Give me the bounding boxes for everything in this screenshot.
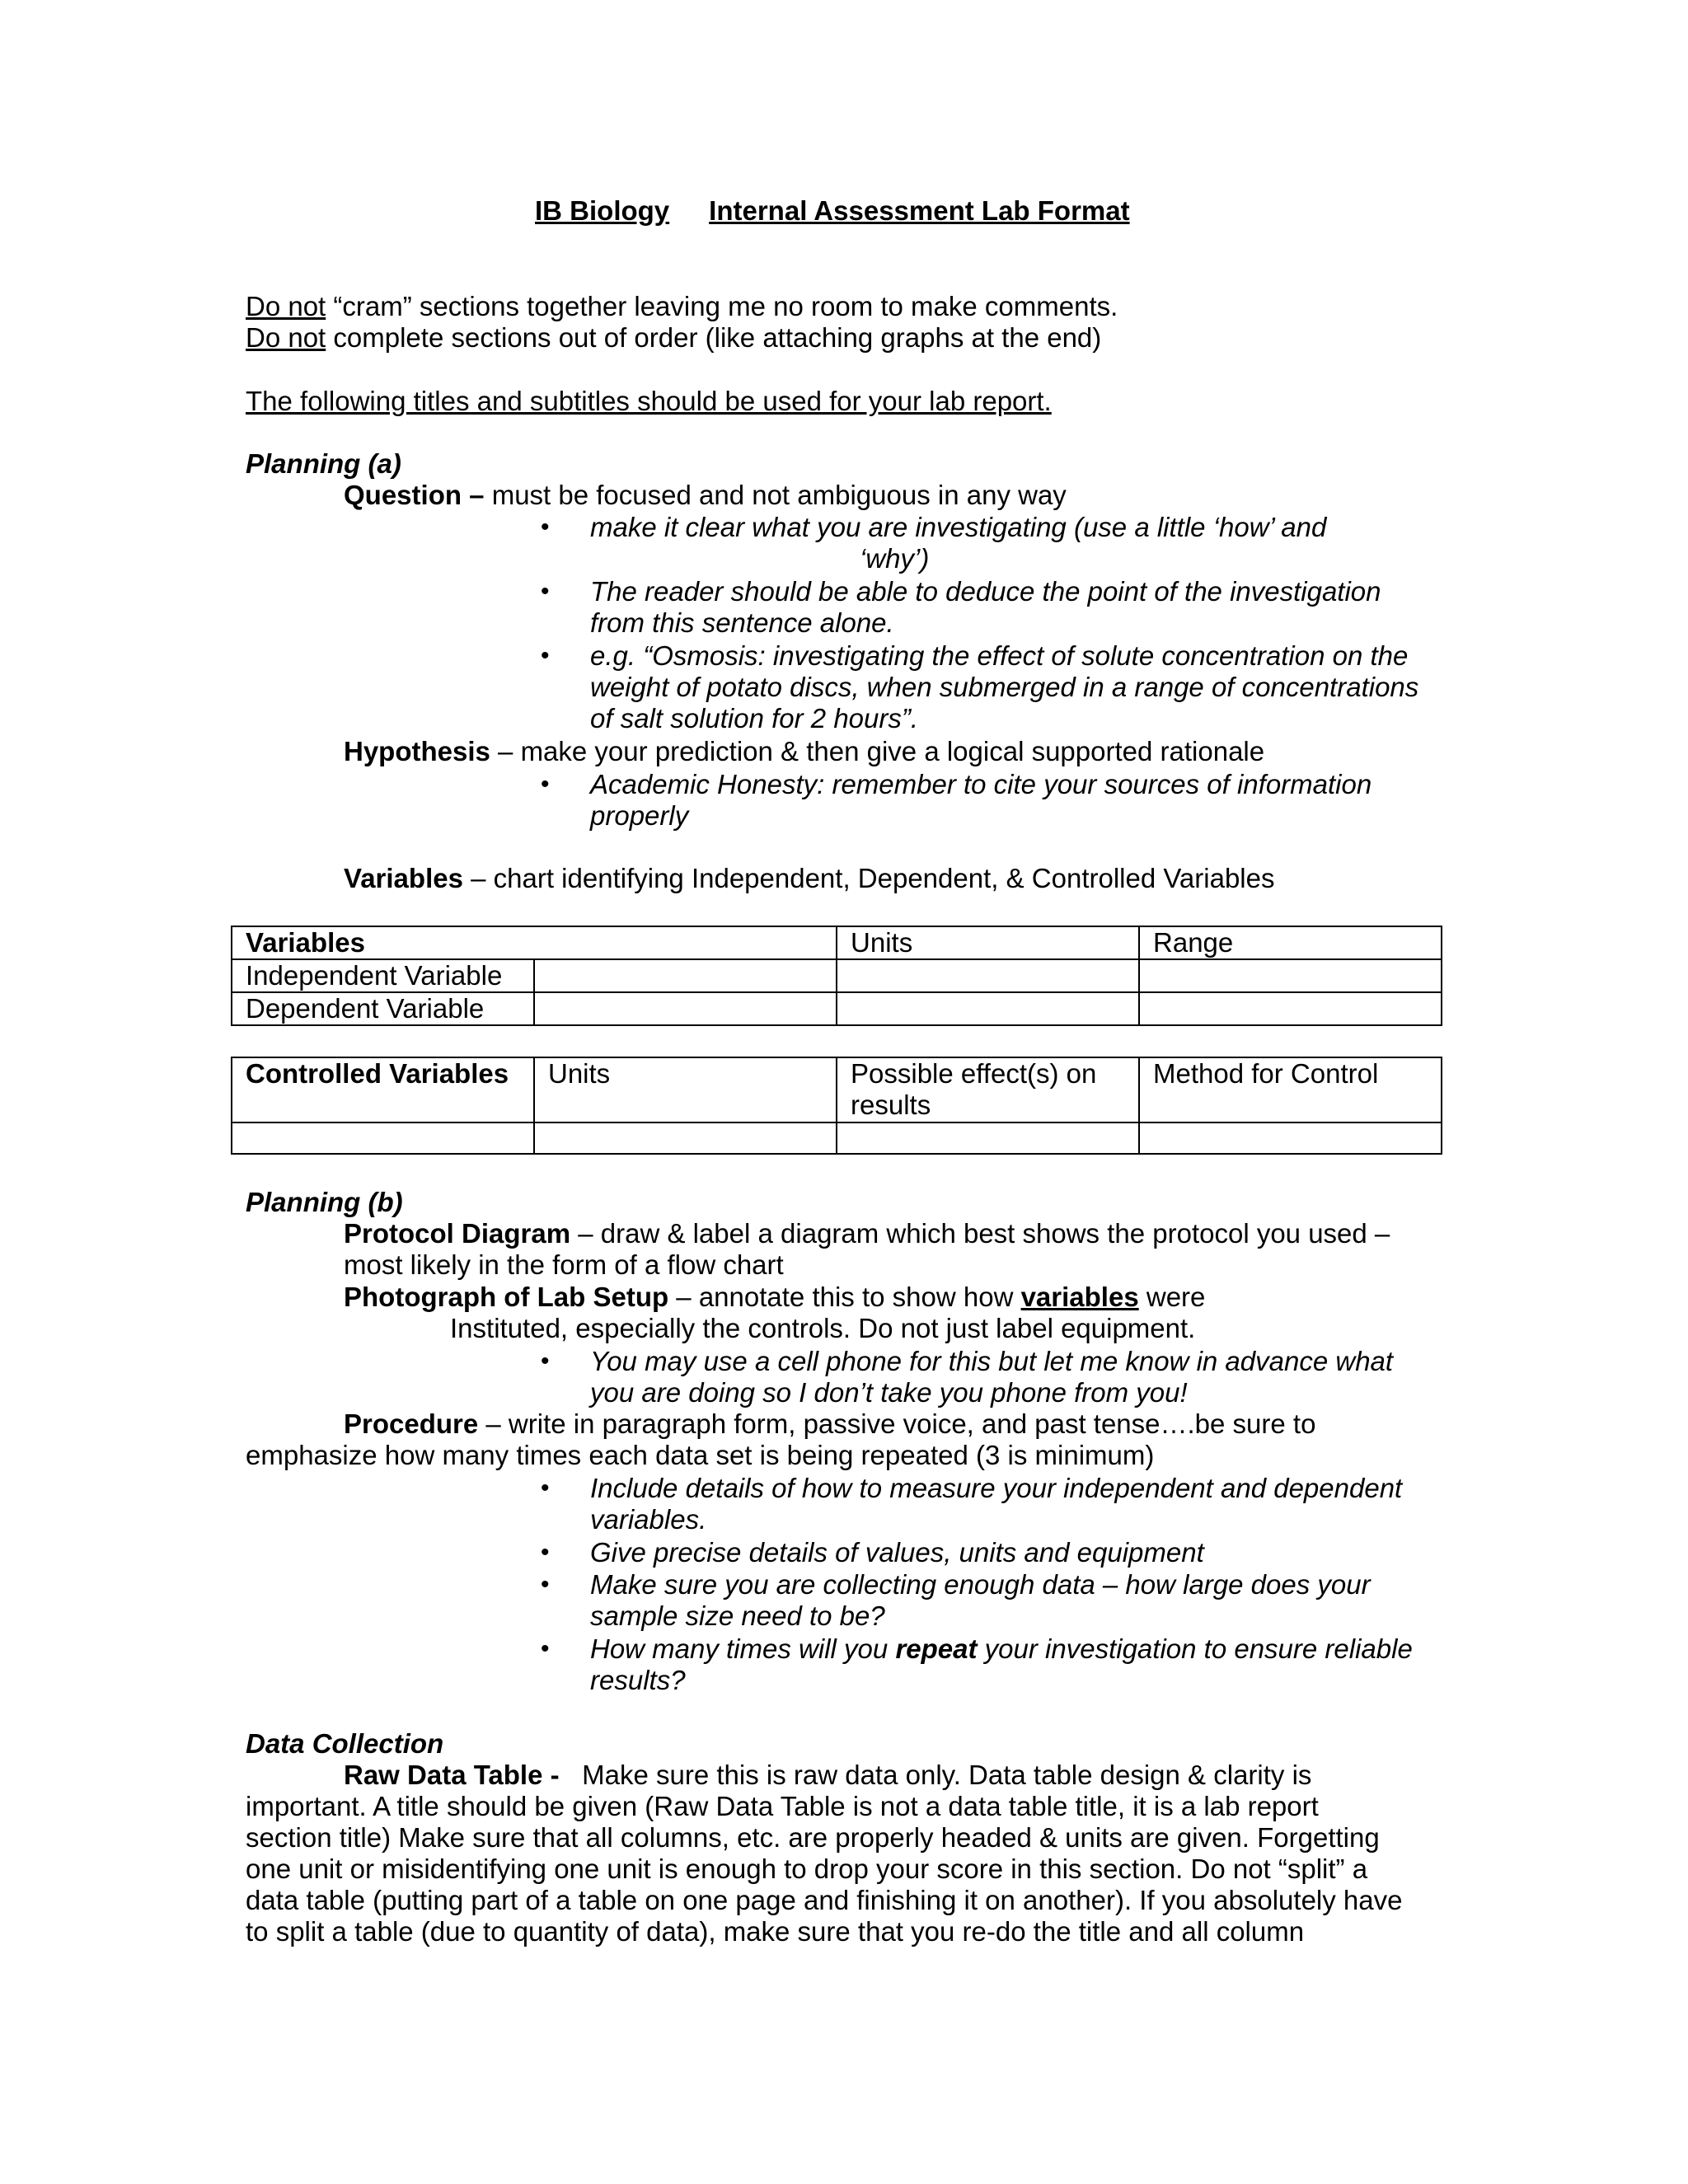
table-cell[interactable] xyxy=(534,959,837,992)
planning-a-heading: Planning (a) xyxy=(246,448,401,479)
bullet-icon: • xyxy=(541,1474,550,1502)
units-header-cell: Units xyxy=(534,1057,837,1122)
table-cell[interactable] xyxy=(232,1122,534,1154)
units-header-cell: Units xyxy=(837,926,1139,959)
table-cell[interactable] xyxy=(837,992,1139,1025)
title-part-2: Internal Assessment Lab Format xyxy=(709,195,1130,226)
procedure-bullet-3-line-2: sample size need to be? xyxy=(590,1601,885,1631)
procedure-line-1: Procedure – write in paragraph form, passive voice, and past tense….be sure to xyxy=(344,1408,1316,1439)
intro-line-2: Do not complete sections out of order (like attaching graphs at the end) xyxy=(246,322,1102,353)
bullet-icon: • xyxy=(541,1635,550,1662)
table-cell[interactable] xyxy=(534,992,837,1025)
question-bullet-2-line-2: from this sentence alone. xyxy=(590,607,894,638)
table-row xyxy=(232,1057,1442,1122)
page-title xyxy=(535,195,1130,227)
table-cell[interactable] xyxy=(837,1122,1139,1154)
title-part-1: IB Biology xyxy=(535,195,670,226)
bullet-icon: • xyxy=(541,513,550,541)
question-bullet-1-line-2: ‘why’) xyxy=(860,543,930,574)
procedure-bullet-1-line-1: Include details of how to measure your independent and dependent xyxy=(590,1473,1403,1503)
procedure-bullet-4-line-2: results? xyxy=(590,1665,686,1695)
photo-bullet-line-2: you are doing so I don’t take you phone from you! xyxy=(590,1377,1188,1408)
bullet-icon: • xyxy=(541,578,550,605)
table-cell[interactable] xyxy=(837,959,1139,992)
independent-variable-cell: Independent Variable xyxy=(232,959,534,992)
bullet-icon: • xyxy=(541,1539,550,1566)
procedure-bullet-1-line-2: variables. xyxy=(590,1504,707,1535)
raw-data-line-5: data table (putting part of a table on one page and finishing it on another). If you absolutely have xyxy=(246,1885,1403,1915)
hypothesis-bullet-line-1: Academic Honesty: remember to cite your sources of information xyxy=(590,769,1372,799)
bullet-icon: • xyxy=(541,771,550,798)
bullet-icon: • xyxy=(541,642,550,669)
table-cell[interactable] xyxy=(1139,992,1442,1025)
question-bullet-2-line-1: The reader should be able to deduce the point of the investigation xyxy=(590,576,1381,607)
table-cell[interactable] xyxy=(1139,1122,1442,1154)
bullet-icon: • xyxy=(541,1571,550,1598)
hypothesis-line: Hypothesis – make your prediction & then give a logical supported rationale xyxy=(344,736,1265,766)
intro-line-1: Do not “cram” sections together leaving me no room to make comments. xyxy=(246,291,1118,321)
photo-bullet-line-1: You may use a cell phone for this but let me know in advance what xyxy=(590,1346,1394,1376)
data-collection-heading: Data Collection xyxy=(246,1728,444,1759)
table-row xyxy=(232,959,1442,992)
intro-line-3: The following titles and subtitles should be used for your lab report. xyxy=(246,386,1052,416)
raw-data-line-2: important. A title should be given (Raw Data Table is not a data table title, it is a lab report xyxy=(246,1791,1319,1821)
photo-line-2: Instituted, especially the controls. Do not just label equipment. xyxy=(450,1313,1196,1343)
hypothesis-bullet-line-2: properly xyxy=(590,800,689,831)
procedure-bullet-2: Give precise details of values, units and equipment xyxy=(590,1537,1204,1568)
question-bullet-3-line-1: e.g. “Osmosis: investigating the effect of solute concentration on the xyxy=(590,640,1409,671)
raw-data-line-4: one unit or misidentifying one unit is enough to drop your score in this section. Do not “split” a xyxy=(246,1854,1368,1884)
question-bullet-1-line-1: make it clear what you are investigating (use a little ‘how’ and xyxy=(590,512,1327,542)
protocol-line-2: most likely in the form of a flow chart xyxy=(344,1249,784,1280)
variables-table xyxy=(231,926,1442,1026)
dependent-variable-cell: Dependent Variable xyxy=(232,992,534,1025)
procedure-line-2: emphasize how many times each data set is being repeated (3 is minimum) xyxy=(246,1440,1155,1470)
bullet-icon: • xyxy=(541,1347,550,1375)
variables-header-cell: Variables xyxy=(232,926,837,959)
procedure-bullet-4-line-1: How many times will you repeat your investigation to ensure reliable xyxy=(590,1633,1413,1664)
planning-b-heading: Planning (b) xyxy=(246,1187,403,1217)
controlled-variables-table xyxy=(231,1057,1442,1155)
table-row xyxy=(232,992,1442,1025)
range-header-cell: Range xyxy=(1139,926,1442,959)
raw-data-line-6: to split a table (due to quantity of data), make sure that you re-do the title and all column xyxy=(246,1916,1305,1947)
possible-effects-header-cell: Possible effect(s) on results xyxy=(837,1057,1139,1122)
raw-data-line-1: Raw Data Table - Make sure this is raw data only. Data table design & clarity is xyxy=(344,1760,1312,1790)
table-cell[interactable] xyxy=(1139,959,1442,992)
table-row xyxy=(232,926,1442,959)
photo-line-1: Photograph of Lab Setup – annotate this to show how variables were xyxy=(344,1282,1206,1312)
method-for-control-header-cell: Method for Control xyxy=(1139,1057,1442,1122)
raw-data-line-3: section title) Make sure that all columns, etc. are properly headed & units are given. Forgetting xyxy=(246,1822,1380,1853)
protocol-line-1: Protocol Diagram – draw & label a diagram which best shows the protocol you used – xyxy=(344,1218,1390,1249)
table-row xyxy=(232,1122,1442,1154)
question-bullet-3-line-2: weight of potato discs, when submerged in a range of concentrations xyxy=(590,672,1419,702)
question-line: Question – must be focused and not ambiguous in any way xyxy=(344,480,1067,510)
table-cell[interactable] xyxy=(534,1122,837,1154)
variables-line: Variables – chart identifying Independent, Dependent, & Controlled Variables xyxy=(344,863,1275,893)
procedure-bullet-3-line-1: Make sure you are collecting enough data – how large does your xyxy=(590,1569,1371,1600)
controlled-variables-header-cell: Controlled Variables xyxy=(232,1057,534,1122)
question-bullet-3-line-3: of salt solution for 2 hours”. xyxy=(590,703,919,733)
